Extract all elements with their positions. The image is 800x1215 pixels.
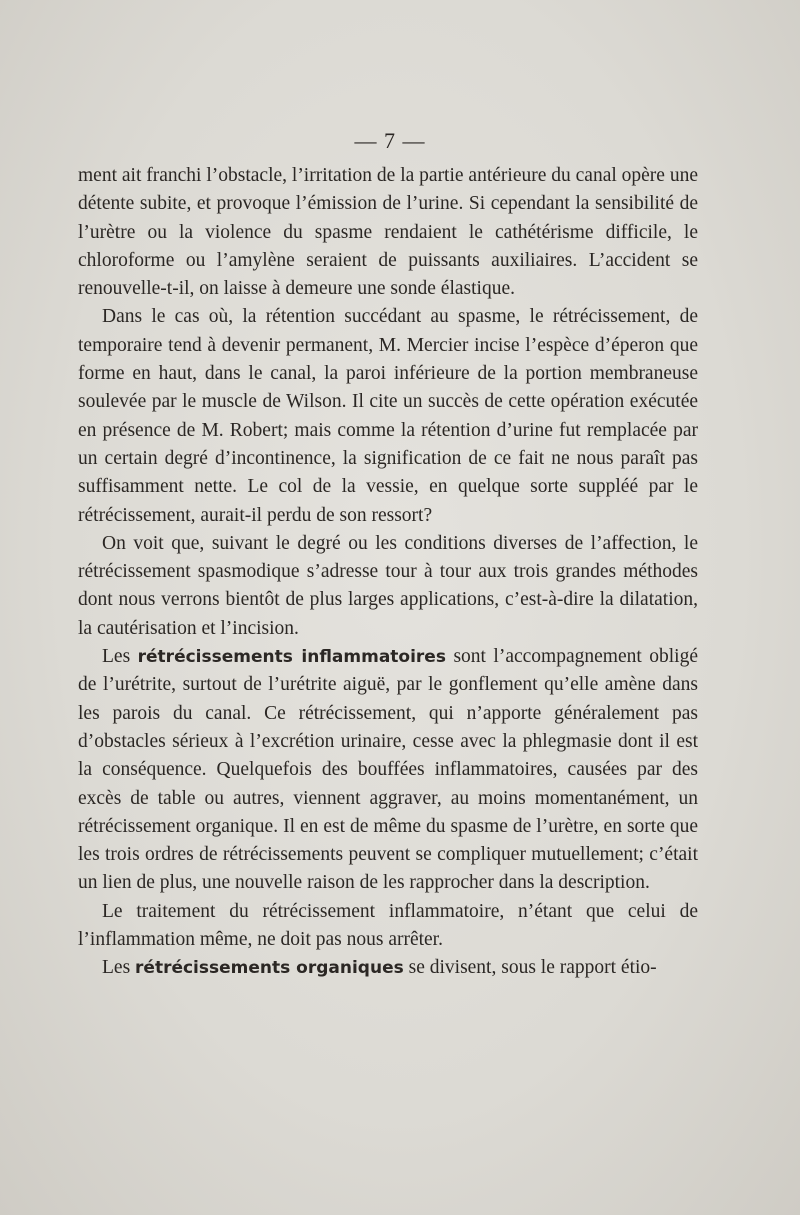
paragraph-text: ment ait franchi l’obstacle, l’irritation de la partie antérieure du canal opère une détente subite, et provoque l’émission de l’urine. Si cependant la sensibilité de l’urètre ou la violence du spasme rendaient le cathétérisme difficile, le chloroforme ou l’amylène seraient de puissants auxiliaires. L’accident se renouvelle-t-il, on laisse à demeure une sonde élastique. xyxy=(78,165,698,300)
bold-term: rétrécissements inflammatoires xyxy=(137,647,446,668)
paragraph-p4 xyxy=(78,643,698,898)
bold-term: rétrécissements organiques xyxy=(135,958,404,979)
body-text xyxy=(78,162,698,983)
page-number: — 7 — xyxy=(354,128,426,153)
paragraph-p3 xyxy=(78,530,698,643)
paragraph-text: sont l’accompagnement obligé de l’urétrite, surtout de l’urétrite aiguë, par le gonflement qu’elle amène dans les parois du canal. Ce rétrécissement, qui n’apporte généralement pas d’obstacles sérieux à l’excrétion urinaire, cesse avec la phlegmasie dont il est la conséquence. Quelquefois des bouffées inflammatoires, causées par des excès de table ou autres, viennent aggraver, au moins momentanément, un rétrécissement organique. Il en est de même du spasme de l’urètre, en sorte que les trois ordres de rétrécissements peuvent se compliquer mutuellement; c’était un lien de plus, une nouvelle raison de les rapprocher dans la description. xyxy=(78,646,698,894)
paragraph-text: On voit que, suivant le degré ou les conditions diverses de l’affection, le rétrécissement spasmodique s’adresse tour à tour aux trois grandes méthodes dont nous verrons bientôt de plus larges applications, c’est-à-dire la dilatation, la cautérisation et l’incision. xyxy=(78,532,698,639)
paragraph-p2 xyxy=(78,303,698,529)
paragraph-text: Les xyxy=(102,957,136,979)
paragraph-p1 xyxy=(78,162,698,303)
paragraph-text: se divisent, sous le rapport étio- xyxy=(403,957,657,979)
paragraph-p6 xyxy=(78,954,698,982)
paragraph-text: Dans le cas où, la rétention succédant au spasme, le rétrécissement, de temporaire tend à devenir permanent, M. Mercier incise l’espèce d’éperon que forme en haut, dans le canal, la paroi inférieure de la portion membraneuse soulevée par le muscle de Wilson. Il cite un succès de cette opération exécutée en présence de M. Robert; mais comme la rétention d’urine fut remplacée par un certain degré d’incontinence, la signification de ce fait ne nous paraît pas suffisamment nette. Le col de la vessie, en quelque sorte suppléé par le rétrécissement, aurait-il perdu de son ressort? xyxy=(78,306,698,526)
paragraph-text: Le traitement du rétrécissement inflammatoire, n’étant que celui de l’inflammation même, ne doit pas nous arrêter. xyxy=(78,900,698,951)
paragraph-p5 xyxy=(78,898,698,955)
paragraph-text: Les xyxy=(102,646,138,668)
